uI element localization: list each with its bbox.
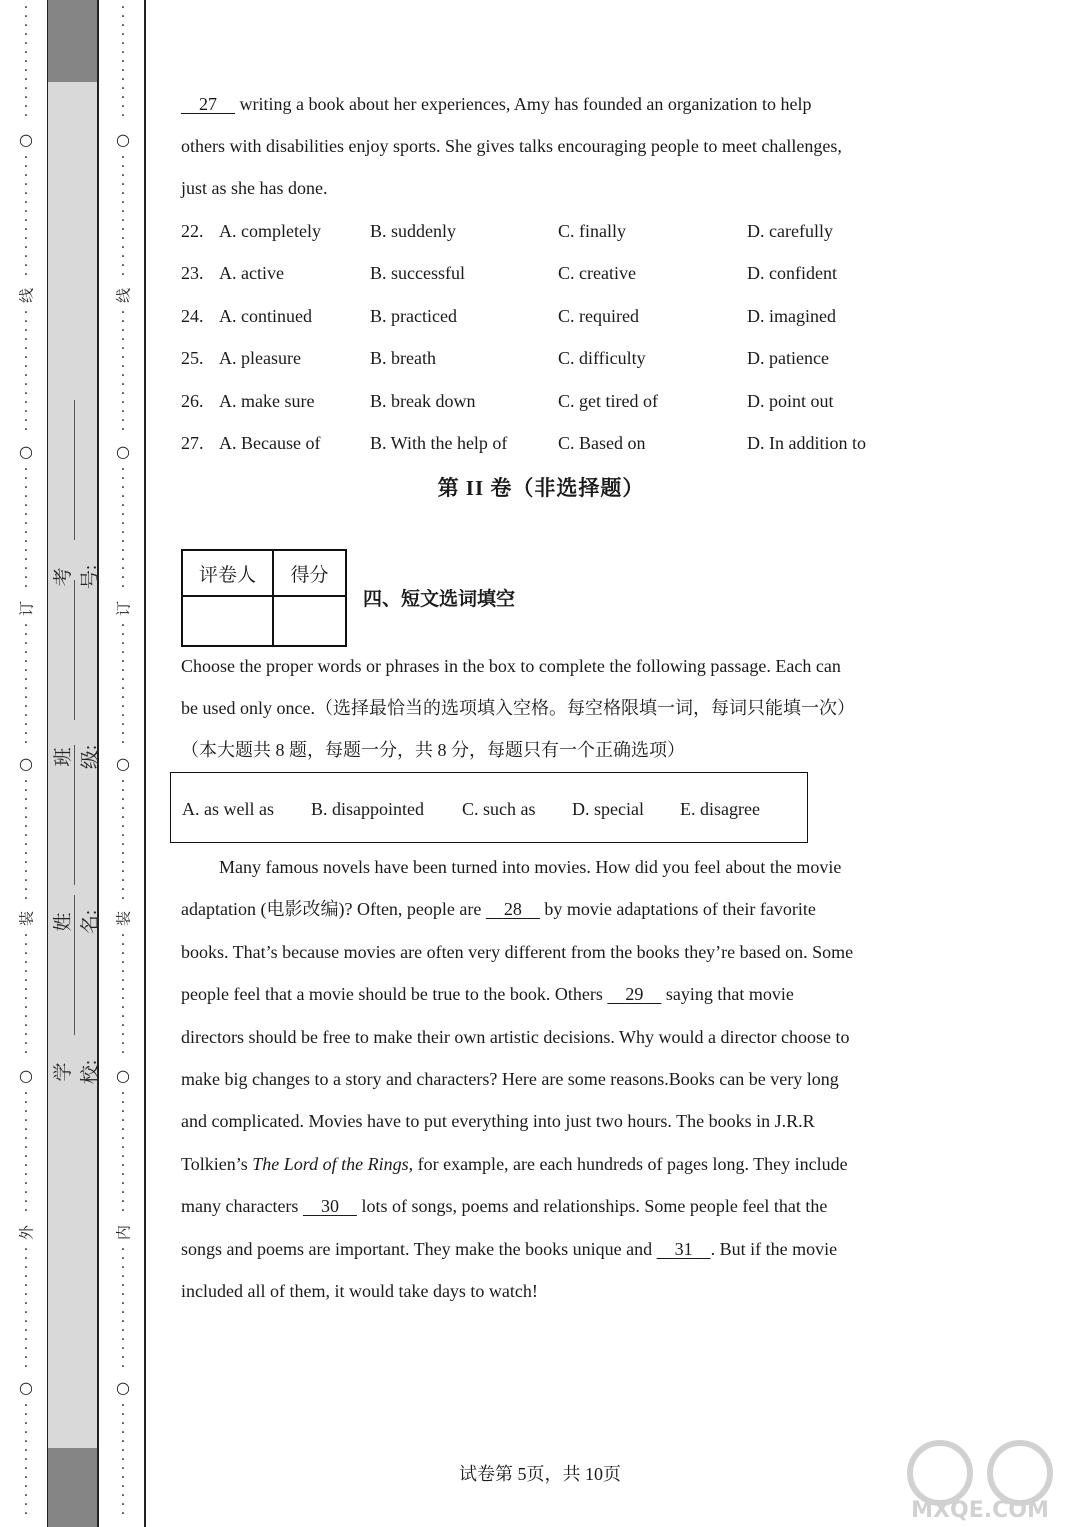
binding-circle-mark: ○: [116, 1066, 130, 1085]
question-number: 26.: [181, 391, 204, 411]
dotted-rule: · · · · · · · · · · · · ·: [23, 1398, 29, 1522]
option-a[interactable]: A. continued: [219, 306, 312, 326]
binding-circle-mark: ○: [116, 1378, 130, 1397]
answer-blank-28[interactable]: 28: [503, 899, 522, 919]
binding-strip-top: [48, 0, 98, 82]
dotted-rule: · · · · · · · · · · · · · ·: [23, 618, 29, 751]
option-a[interactable]: A. completely: [219, 221, 321, 241]
option-b[interactable]: B. breath: [370, 348, 436, 368]
option-d[interactable]: D. In addition to: [747, 433, 866, 453]
passage-line: [181, 1194, 827, 1218]
field-class: [53, 730, 101, 880]
option-b[interactable]: B. suddenly: [370, 221, 457, 241]
dotted-rule: · · · · · · · · · · · · · ·: [23, 462, 29, 595]
dotted-rule: · · · · · · · · · · · · · ·: [23, 1086, 29, 1219]
word-option-c: C. such as: [462, 799, 536, 819]
question-number: 23.: [181, 263, 204, 283]
question-row: [181, 346, 901, 370]
passage-line: [181, 1152, 848, 1176]
passage-line: Many famous novels have been turned into movies. How did you feel about the movie: [219, 857, 842, 877]
option-d[interactable]: D. imagined: [747, 306, 836, 326]
binding-margin: [0, 0, 146, 1527]
field-school: [53, 1045, 101, 1195]
option-c[interactable]: C. get tired of: [558, 391, 658, 411]
text: by movie adaptations of their favorite: [539, 899, 816, 919]
question-number: 25.: [181, 348, 204, 368]
field-label: 姓名:: [53, 909, 101, 935]
dotted-rule: · · · · · · · · · · · · · ·: [120, 1086, 126, 1219]
binding-char-mark: 订: [17, 601, 36, 617]
text: lots of songs, poems and relationships. Some people feel that the: [356, 1196, 828, 1216]
grader-header: 评卷人: [182, 550, 273, 596]
dotted-rule: · · · · · · · · · · · · · ·: [23, 928, 29, 1061]
option-a[interactable]: A. active: [219, 263, 284, 283]
text: people feel that a movie should be true to the book. Others: [181, 984, 608, 1004]
option-c[interactable]: C. Based on: [558, 433, 646, 453]
question-number: 24.: [181, 306, 204, 326]
dotted-rule: · · · · · · · · · · · · ·: [23, 0, 29, 124]
field-underline: [74, 580, 75, 720]
passage-line: [181, 982, 794, 1006]
binding-circle-mark: ○: [116, 754, 130, 773]
question-number: 22.: [181, 221, 204, 241]
watermark-text: MXQE.COM: [911, 1498, 1049, 1523]
passage-line: books. That’s because movies are often very different from the books they’re based on. Some: [181, 942, 854, 962]
option-a[interactable]: A. pleasure: [219, 348, 301, 368]
score-table: [181, 549, 347, 647]
option-d[interactable]: D. confident: [747, 263, 837, 283]
instruction-line-2: be used only once.（选择最恰当的选项填入空格。每空格限填一词，每词只能填一次）: [181, 698, 855, 718]
passage-end-line-2: others with disabilities enjoy sports. She gives talks encouraging people to meet challenges,: [181, 136, 842, 156]
option-c[interactable]: C. difficulty: [558, 348, 646, 368]
binding-circle-mark: ○: [19, 754, 33, 773]
answer-blank-31[interactable]: 31: [674, 1239, 693, 1259]
dotted-rule: · · · · · · · · · · · · · ·: [120, 150, 126, 283]
question-number: 27.: [181, 433, 204, 453]
answer-blank-29[interactable]: 29: [625, 984, 644, 1004]
score-cell: [273, 596, 346, 646]
binding-circle-mark: ○: [116, 442, 130, 461]
dotted-rule: · · · · · · · · · · · · ·: [120, 0, 126, 124]
question-row: [181, 431, 901, 455]
option-c[interactable]: C. finally: [558, 221, 626, 241]
field-label: 学校:: [53, 1059, 101, 1085]
text: songs and poems are important. They make the books unique and: [181, 1239, 657, 1259]
field-name: [53, 895, 101, 1045]
dotted-rule: · · · · · · · · · · · · ·: [120, 1398, 126, 1522]
binding-char-mark: 线: [17, 288, 36, 304]
text: . But if the movie: [710, 1239, 838, 1259]
question-row: [181, 304, 901, 328]
part-title: 四、短文选词填空: [363, 589, 516, 610]
text: adaptation (电影改编)? Often, people are: [181, 899, 486, 919]
binding-char-mark: 装: [17, 911, 36, 927]
field-label: 考号:: [53, 564, 101, 590]
word-box: [170, 772, 808, 843]
watermark-logo: [900, 1433, 1060, 1523]
section-title: 第 II 卷（非选择题）: [437, 476, 645, 500]
binding-circle-mark: ○: [19, 130, 33, 149]
word-option-a: A. as well as: [182, 799, 274, 819]
binding-char-mark: 装: [114, 911, 133, 927]
text: saying that movie: [661, 984, 794, 1004]
passage-line: directors should be free to make their own artistic decisions. Why would a director choose to: [181, 1027, 850, 1047]
option-d[interactable]: D. patience: [747, 348, 829, 368]
option-c[interactable]: C. creative: [558, 263, 636, 283]
dotted-rule: · · · · · · · · · · · · · ·: [120, 305, 126, 438]
passage-end-line-3: just as she has done.: [181, 178, 328, 198]
passage-line: [181, 1237, 837, 1261]
option-b[interactable]: B. With the help of: [370, 433, 508, 453]
word-option-d: D. special: [572, 799, 644, 819]
book-title: The Lord of the Rings: [252, 1154, 409, 1174]
field-label: 班级:: [53, 744, 101, 770]
option-d[interactable]: D. carefully: [747, 221, 833, 241]
score-header: 得分: [273, 550, 346, 596]
grader-cell: [182, 596, 273, 646]
binding-circle-mark: ○: [19, 1378, 33, 1397]
option-a[interactable]: A. make sure: [219, 391, 315, 411]
question-row: [181, 261, 901, 285]
binding-circle-mark: ○: [19, 442, 33, 461]
question-row: [181, 219, 901, 243]
dotted-rule: · · · · · · · · · · · · · ·: [23, 150, 29, 283]
page-footer: 试卷第 5页，共 10页: [459, 1464, 621, 1484]
binding-char-mark: 外: [17, 1225, 36, 1241]
word-option-b: B. disappointed: [311, 799, 424, 819]
field-underline: [74, 400, 75, 540]
text: many characters: [181, 1196, 303, 1216]
dotted-rule: · · · · · · · · · · · · · ·: [120, 1242, 126, 1375]
option-c[interactable]: C. required: [558, 306, 639, 326]
binding-line-far: [144, 0, 146, 1527]
instruction-line-1: Choose the proper words or phrases in the box to complete the following passage. Each can: [181, 656, 841, 676]
passage-line: [181, 897, 816, 921]
binding-char-mark: 线: [114, 288, 133, 304]
dotted-rule: · · · · · · · · · · · · · ·: [23, 1242, 29, 1375]
binding-circle-mark: ○: [116, 130, 130, 149]
option-b[interactable]: B. successful: [370, 263, 465, 283]
text: , for example, are each hundreds of pages long. They include: [408, 1154, 848, 1174]
passage-end-line-1: [181, 92, 812, 116]
dotted-rule: · · · · · · · · · · · · · ·: [120, 462, 126, 595]
binding-char-mark: 订: [114, 601, 133, 617]
option-b[interactable]: B. practiced: [370, 306, 457, 326]
passage-line: included all of them, it would take days to watch!: [181, 1281, 538, 1301]
passage-line: make big changes to a story and characters? Here are some reasons.Books can be very long: [181, 1069, 839, 1089]
field-underline: [74, 895, 75, 1035]
question-row: [181, 389, 901, 413]
dotted-rule: · · · · · · · · · · · · · ·: [120, 618, 126, 751]
dotted-rule: · · · · · · · · · · · · · ·: [23, 305, 29, 438]
answer-blank-27: 27: [199, 94, 217, 114]
outer-dotted-column: [18, 0, 34, 1527]
option-a[interactable]: A. Because of: [219, 433, 321, 453]
field-underline: [74, 745, 75, 885]
option-d[interactable]: D. point out: [747, 391, 834, 411]
option-b[interactable]: B. break down: [370, 391, 476, 411]
binding-circle-mark: ○: [19, 1066, 33, 1085]
passage-line: and complicated. Movies have to put everything into just two hours. The books in J.R.R: [181, 1111, 815, 1131]
text: writing a book about her experiences, Amy has founded an organization to help: [235, 94, 812, 114]
inner-dotted-column: [115, 0, 131, 1527]
field-exam-number: [53, 550, 101, 700]
dotted-rule: · · · · · · · · · · · · · ·: [120, 928, 126, 1061]
instruction-line-3: （本大题共 8 题，每题一分，共 8 分，每题只有一个正确选项）: [181, 740, 685, 760]
answer-blank-30[interactable]: 30: [320, 1196, 339, 1216]
dotted-rule: · · · · · · · · · · · · · ·: [23, 774, 29, 907]
dotted-rule: · · · · · · · · · · · · · ·: [120, 774, 126, 907]
text: Tolkien’s: [181, 1154, 253, 1174]
word-option-e: E. disagree: [680, 799, 760, 819]
binding-char-mark: 内: [114, 1225, 133, 1241]
